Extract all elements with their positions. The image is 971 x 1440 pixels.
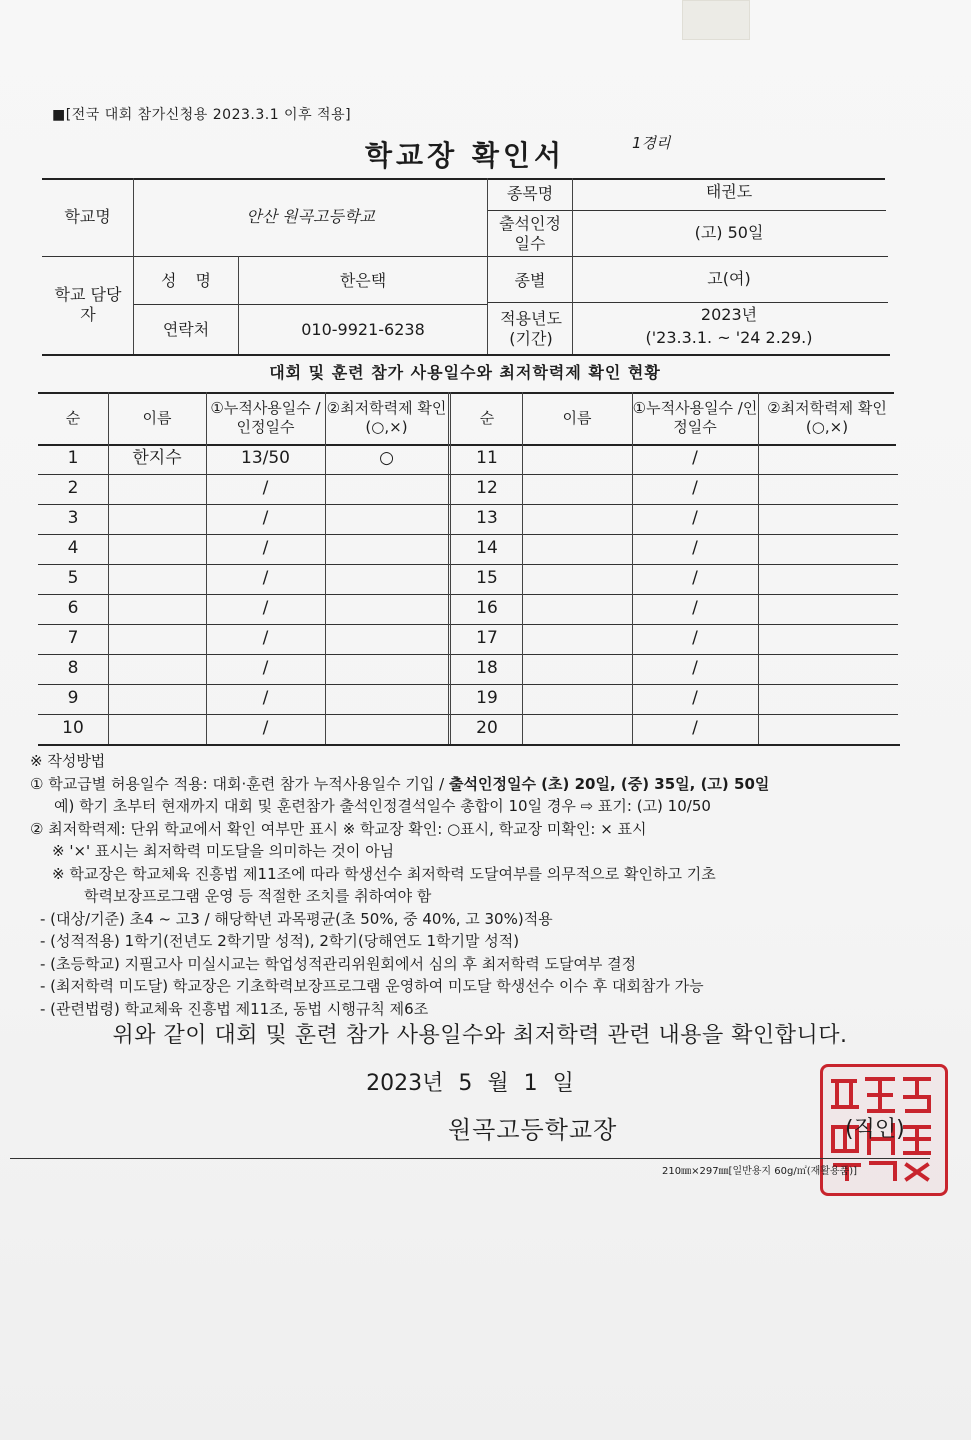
table-cell-no: 8 (67, 658, 79, 679)
note-line: - (대상/기준) 초4 ~ 고3 / 해당학년 과목평균(초 50%, 중 40%, 고 30%)적용 (40, 909, 553, 928)
period-value: ('23.3.1. ~ '24 2.29.) (645, 328, 813, 347)
note-line: - (성적적용) 1학기(전년도 2학기말 성적), 2학기(당해연도 1학기말 성적) (40, 932, 520, 950)
year-value: 2023년 (700, 305, 758, 324)
table-cell-usage: / (262, 628, 269, 649)
header-check: ②최저학력제 확인(○,×) (326, 399, 447, 436)
table-cell-usage: / (262, 568, 269, 589)
notes-heading: ※ 작성방법 (30, 752, 106, 770)
note-line: ※ 학교장은 학교체육 진흥법 제11조에 따라 학생선수 최저학력 도달여부를 의무적으로 확인하고 기초 (52, 864, 716, 883)
table-cell-name (108, 684, 206, 714)
table-cell-check (325, 534, 448, 564)
header-usage: ①누적사용일수 /인정일수 (632, 399, 758, 436)
paper-spec-footer: 210㎜×297㎜[일반용지 60g/㎡(재활용품)] (662, 1166, 858, 1177)
table-cell-check (758, 564, 896, 594)
table-cell-usage: / (692, 478, 698, 499)
table-cell-no: 7 (67, 628, 79, 649)
table-cell-check (758, 444, 896, 474)
table-cell-no: 18 (476, 658, 498, 679)
school-name-label: 학교명 (64, 207, 111, 226)
table-cell-check (325, 504, 448, 534)
table-cell-name (522, 624, 632, 654)
note-text: ① 학교급별 허용일수 적용: 대회·훈련 참가 누적사용일수 기입 / (30, 774, 449, 793)
table-cell-check (758, 534, 896, 564)
table-cell-name (522, 474, 632, 504)
table-cell-usage: / (692, 508, 698, 529)
header-check: ②최저학력제 확인(○,×) (767, 399, 887, 436)
attendance-value: (고) 50일 (694, 223, 764, 242)
table-cell-no: 20 (476, 718, 498, 739)
table-cell-no: 12 (476, 478, 498, 499)
rule (42, 354, 890, 356)
table-cell-no: 1 (67, 448, 79, 469)
rule (448, 392, 451, 744)
table-cell-usage: / (262, 688, 269, 709)
attendance-label: 출석인정 일수 (499, 214, 561, 253)
note-line: 예) 학기 초부터 현재까지 대회 및 훈련참가 출석인정결석일수 총합이 10일 경우 ⇨ 표기: (고) 10/50 (54, 797, 711, 815)
table-cell-check (758, 504, 896, 534)
header-name: 이름 (142, 408, 172, 427)
note-line: - (관련법령) 학교체육 진흥법 제11조, 동법 시행규칙 제6조 (40, 999, 429, 1018)
table-cell-no: 13 (476, 508, 498, 529)
tape-strip (682, 0, 750, 40)
table-cell-name (522, 714, 632, 744)
table-cell-name (522, 564, 632, 594)
table-cell-no: 10 (62, 718, 84, 739)
table-cell-check (325, 624, 448, 654)
rule (134, 304, 488, 305)
sport-value: 태권도 (705, 182, 753, 201)
table-cell-no: 15 (476, 568, 498, 589)
school-name-value: 안산 원곡고등학교 (246, 207, 375, 226)
header-note: ■[전국 대회 참가신청용 2023.3.1 이후 적용] (52, 107, 352, 123)
handwritten-note: 1경리 (632, 134, 671, 152)
header-usage: ①누적사용일수 /인정일수 (210, 399, 321, 436)
name-label: 성 명 (161, 271, 211, 290)
table-cell-check (325, 594, 448, 624)
table-cell-no: 6 (67, 598, 79, 619)
table-cell-no: 3 (67, 508, 79, 529)
table-cell-no: 14 (476, 538, 498, 559)
page-title: 학교장 확인서 (364, 139, 566, 172)
table-cell-no: 9 (67, 688, 79, 709)
contact-value: 010-9921-6238 (301, 320, 425, 339)
table-cell-check (758, 474, 896, 504)
table-cell-usage: / (262, 598, 269, 619)
principal-title: 원곡고등학교장 (448, 1116, 618, 1144)
table-cell-no: 4 (67, 538, 79, 559)
table-cell-name (108, 474, 206, 504)
sport-label: 종목명 (506, 184, 554, 203)
table-cell-check (758, 714, 896, 744)
table-cell-check (325, 474, 448, 504)
rule (10, 1158, 930, 1159)
table-cell-usage: / (692, 658, 698, 679)
table-cell-no: 16 (476, 598, 498, 619)
table-cell-name (108, 654, 206, 684)
table-cell-check (758, 654, 896, 684)
table-cell-name (108, 564, 206, 594)
name-value: 한은택 (339, 271, 387, 290)
note-line: - (최저학력 미도달) 학교장은 기초학력보장프로그램 운영하여 미도달 학생선수 이수 후 대회참가 가능 (40, 977, 704, 995)
table-cell-check (758, 624, 896, 654)
header-name: 이름 (562, 408, 592, 427)
table-cell-check (325, 684, 448, 714)
table-cell-no: 17 (476, 628, 498, 649)
writing-instructions (30, 750, 930, 1020)
note-line: - (초등학교) 지필고사 미실시교는 학업성적관리위원회에서 심의 후 최저학력 도달여부 결정 (40, 954, 637, 973)
table-cell-name (108, 504, 206, 534)
table-cell-usage: / (692, 448, 698, 469)
table-cell-name (522, 504, 632, 534)
table-cell-usage: / (692, 598, 698, 619)
category-value: 고(여) (707, 269, 751, 288)
table-cell-no: 2 (67, 478, 79, 499)
seal-label: (직인) (845, 1117, 905, 1142)
table-cell-check (758, 684, 896, 714)
table-cell-name (522, 684, 632, 714)
table-cell-check (325, 654, 448, 684)
table-cell-name (108, 594, 206, 624)
table-cell-name (522, 444, 632, 474)
table-cell-check (758, 594, 896, 624)
table-cell-no: 11 (476, 448, 498, 469)
staff-label: 학교 담당자 (54, 285, 122, 324)
table-cell-no: 5 (67, 568, 79, 589)
table-cell-name (522, 654, 632, 684)
contact-label: 연락처 (162, 320, 210, 339)
header-no: 순 (65, 408, 81, 427)
table-cell-usage: / (262, 538, 269, 559)
rule (38, 744, 900, 746)
category-label: 종별 (514, 271, 546, 290)
note-line: 학력보장프로그램 운영 등 적절한 조치를 취하여야 함 (84, 887, 432, 905)
table-cell-usage: / (262, 658, 269, 679)
table-cell-name (108, 714, 206, 744)
table-cell-name: 한지수 (132, 448, 182, 469)
table-cell-check: ○ (379, 448, 394, 469)
table-cell-check (325, 714, 448, 744)
table-cell-usage: 13/50 (241, 448, 290, 469)
table-cell-check (325, 564, 448, 594)
table-cell-name (108, 624, 206, 654)
note-line: ② 최저학력제: 단위 학교에서 확인 여부만 표시 ※ 학교장 확인: ○표시, 학교장 미확인: × 표시 (30, 819, 647, 838)
header-no: 순 (479, 408, 495, 427)
issue-date: 2023년 5 월 1 일 (366, 1071, 574, 1096)
table-cell-usage: / (262, 718, 269, 739)
note-bold-text: 출석인정일수 (초) 20일, (중) 35일, (고) 50일 (449, 774, 770, 793)
table-cell-usage: / (692, 628, 698, 649)
table-cell-usage: / (692, 538, 698, 559)
year-label: 적용년도 (기간) (500, 309, 562, 348)
table-cell-no: 19 (476, 688, 498, 709)
table-cell-name (522, 594, 632, 624)
table-cell-usage: / (262, 508, 269, 529)
note-line (30, 773, 930, 796)
confirmation-statement: 위와 같이 대회 및 훈련 참가 사용일수와 최저학력 관련 내용을 확인합니다. (112, 1023, 848, 1048)
table-cell-name (108, 534, 206, 564)
table-cell-usage: / (692, 568, 698, 589)
section-title: 대회 및 훈련 참가 사용일수와 최저학력제 확인 현황 (269, 363, 661, 382)
note-line: ※ '×' 표시는 최저학력 미도달을 의미하는 것이 아님 (52, 842, 395, 860)
table-cell-usage: / (262, 478, 269, 499)
table-cell-usage: / (692, 688, 698, 709)
table-cell-usage: / (692, 718, 698, 739)
table-cell-name (522, 534, 632, 564)
